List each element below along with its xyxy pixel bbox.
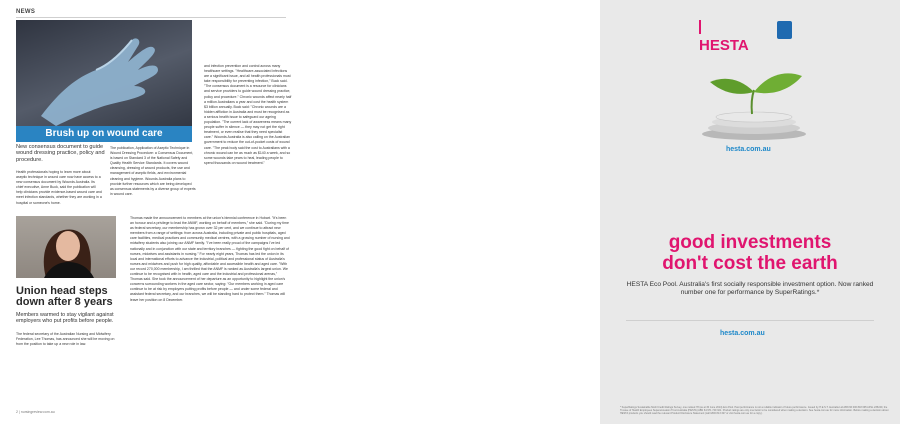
article1-column-1: Health professionals hoping to learn more about aseptic technique in wound care now have access to a new consensus document by Wounds Australia. Its chief executive, Anne Buck, said the publication will help clinicians provide evidence-based wound care and meet infection standards, whether they are working in a hospital or someone's home. (16, 170, 102, 205)
article1-headline: Brush up on wound care (16, 126, 192, 142)
seedling-coins-illustration (688, 64, 818, 142)
hesta-logo-icon (699, 20, 701, 34)
ad-disclaimer: * SuperRatings Sustainable Multi Credit Ratings Survey, one ranked 78 (as at 30 June 2014) Eco Pool. Past performance is not a reliable indicator of future performance. Issued by H.E.S.T. Australia Ltd ABN 66 006 818 695 AFSL 235249, the Trustee of Health Employees Superannuation Trust Australia (HESTA) ABN 64 971 749 321. Product ratings are only one factor to be considered when making a decision. See hesta.com.au for more information. Before making a decision about HESTA products you should read the relevant Product Disclosure Statement (call 1800 813 327 or visit hesta.com.au for a copy). (620, 406, 889, 416)
portrait-photo (16, 216, 116, 278)
portrait-illustration (16, 216, 116, 278)
news-page (0, 0, 300, 424)
ad-headline-line-2: don't cost the earth (662, 253, 838, 274)
article2-standfirst: Members warmed to stay vigilant against employers who put profits before people. (16, 312, 114, 325)
ad-headline-line-1: good investments (668, 232, 832, 253)
article1-column-3: and infection prevention and control across many healthcare settings. "Healthcare-associated infections are a significant issue, and all health professionals must take responsibility for preventing infection," Buck said. "The consensus document is a resource for clinicians and service providers to guide wound dressing practice, policy and procedure." Chronic wounds affect nearly half a million Australians a year and cost the health system $3 billion annually. Buck said: "Chronic wounds are a hidden affliction in Australia and must be recognised as a serious health issue to safeguard our ageing population. "The current lack of awareness means many people suffer in silence — they may not get the right treatment, or even realise that they need specialist care." Wounds Australia is also calling on the Australian government to reduce the out-of-pocket costs of wound care. "The peak body said the cost to Australians with a chronic wound can be as much as $140 a week, and so some wounds take years to heal, leading people to spend thousands on wound treatment." (204, 64, 292, 165)
gloved-hand-photo (16, 20, 192, 142)
ad-headline (600, 232, 900, 274)
hesta-logo[interactable] (699, 20, 749, 54)
superratings-badge-icon (777, 21, 792, 39)
hesta-advertisement (300, 0, 889, 424)
article1-column-2: The publication, Application of Aseptic Technique in Wound Dressing Procedure: a Consensus Document, is based on Standard 3 of the National Safety and Quality Health Service Standards. It covers wound cleansing, dressing of wound products, the use and management of aseptic fields, and environmental cleaning and hygiene. Wounds Australia plans to provide further resources which are being developed as consensus statements by a diverse group of experts in wound care. (110, 146, 196, 196)
hesta-url-bottom[interactable]: hesta.com.au (720, 330, 765, 337)
section-label: NEWS (16, 9, 36, 15)
article2-column-1: The federal secretary of the Australian Nursing and Midwifery Federation, Lee Thomas, has announced she will be moving on from the position to take up a new role in law. (16, 332, 115, 347)
article2-column-2: Thomas made the announcement to members at the union's biennial conference in Hobart. "It's been an honour and a privilege to lead the ANMF, working on behalf of members," she said. "During my time as federal secretary, our membership has grown over 32 per cent, and we continue to attract new members from a range of settings: from across Australia, including private and public hospitals, aged care facilities, medical practices and community medical centres, with a growing number of nursing and midwifery students also joining our ANMF family. "I've been really proud of the campaigns I've led nationally and in conjunction with our state and territory branches — fighting the good fight on behalf of nurses, midwives and assistants in nursing." For nearly eight years, Thomas has led the union in its local and international efforts to advance the industrial, political and professional status of Australia's nurses and midwives and push for high quality, affordable and accessible health and aged care. "With our record 270,000 membership, I am thrilled that the ANMF is ranked as Australia's largest union. We continue to be recognised with in health, aged care and the industrial and professional arenas," Thomas said. She took the announcement of her departure as an opportunity to highlight the union's concerns surrounding workers in the aged care sector, saying: "Our members working in aged care continue to be at risk by employers putting profits before people — and under some federal and assistant federal secretary, and our branches, we will be standing hard to protect them." Thomas will leave her position on 8 December. (130, 216, 290, 302)
brand-name: HESTA (699, 37, 749, 54)
ad-divider (626, 320, 874, 321)
header-rule (16, 17, 286, 18)
article1-standfirst: New consensus document to guide wound dressing practice, policy and procedure. (16, 144, 105, 163)
page-footer: 2 | nursingreview.com.au (16, 410, 55, 414)
gloved-hand-illustration (16, 20, 192, 126)
hesta-url-top[interactable]: hesta.com.au (726, 146, 771, 153)
article2-headline: Union head steps down after 8 years (16, 285, 113, 308)
ad-subheading: HESTA Eco Pool. Australia's first socially responsible investment option. Now ranked number one for performance by SuperRatings.* (626, 281, 874, 297)
